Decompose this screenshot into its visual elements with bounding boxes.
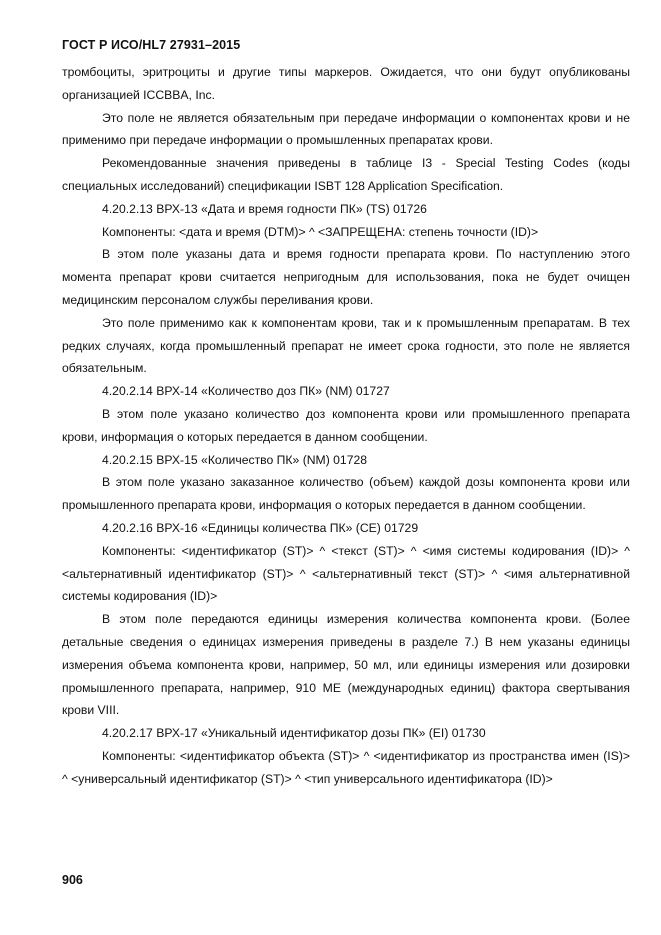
- section-heading-bpx-15: 4.20.2.15 ВРХ-15 «Количество ПК» (NM) 01728: [102, 452, 368, 467]
- paragraph: В этом поле указаны дата и время годности препарата крови. По наступлению этого момента препарат крови считается непригодным для использования, пока не будет очищен медицинским персоналом службы переливания крови.: [62, 247, 630, 307]
- paragraph: Это поле не является обязательным при передаче информации о компонентах крови и не применимо при передаче информации о промышленных препаратах крови.: [62, 110, 630, 148]
- paragraph: Это поле применимо как к компонентам крови, так и к промышленным препаратам. В тех редких случаях, когда промышленный препарат не имеет срока годности, это поле не является обязательным.: [62, 315, 630, 376]
- paragraph: Компоненты: <идентификатор объекта (ST)> ^ <идентификатор из пространства имен (IS)> ^ <универсальный идентификатор (ST)> ^ <тип универсального идентификатора (ID)>: [62, 748, 630, 786]
- section-heading-bpx-17: 4.20.2.17 ВРХ-17 «Уникальный идентификатор дозы ПК» (EI) 01730: [102, 726, 486, 741]
- paragraph-continuation: тромбоциты, эритроциты и другие типы маркеров. Ожидается, что они будут опубликованы организацией ICCBBA, Inc.: [62, 65, 630, 102]
- paragraph: В этом поле указано количество доз компонента крови или промышленного препарата крови, информация о которых передается в данном сообщении.: [62, 406, 630, 444]
- section-heading-bpx-14: 4.20.2.14 ВРХ-14 «Количество доз ПК» (NM) 01727: [102, 384, 390, 399]
- paragraph: Компоненты: <дата и время (DTM)> ^ <ЗАПРЕЩЕНА: степень точности (ID)>: [102, 224, 539, 239]
- paragraph: В этом поле передаются единицы измерения количества компонента крови. (Более детальные сведения о единицах измерения приведены в разделе 7.) В нем указаны единицы измерения объема компонента крови, например, 50 мл, или единицы измерения или дозировки промышленного препарата, например, 910 МЕ (международных единиц) фактора свертывания крови VIII.: [62, 612, 630, 718]
- page-number: 906: [62, 873, 83, 887]
- document-body: [62, 61, 630, 791]
- paragraph: В этом поле указано заказанное количество (объем) каждой дозы компонента крови или промышленного препарата крови, информация о которых передается в данном сообщении.: [62, 475, 630, 513]
- paragraph: Компоненты: <идентификатор (ST)> ^ <текст (ST)> ^ <имя системы кодирования (ID)> ^ <альтернативный идентификатор (ST)> ^ <альтернативный текст (ST)> ^ <имя альтернативной системы кодирования (ID)>: [62, 543, 630, 604]
- standard-header: ГОСТ Р ИСО/HL7 27931–2015: [62, 38, 241, 52]
- section-heading-bpx-13: 4.20.2.13 ВРХ-13 «Дата и время годности ПК» (TS) 01726: [102, 201, 427, 216]
- paragraph: Рекомендованные значения приведены в таблице I3 - Special Testing Codes (коды специальных исследований) спецификации ISBT 128 Application Specification.: [62, 156, 630, 193]
- section-heading-bpx-16: 4.20.2.16 ВРХ-16 «Единицы количества ПК» (CE) 01729: [102, 520, 419, 535]
